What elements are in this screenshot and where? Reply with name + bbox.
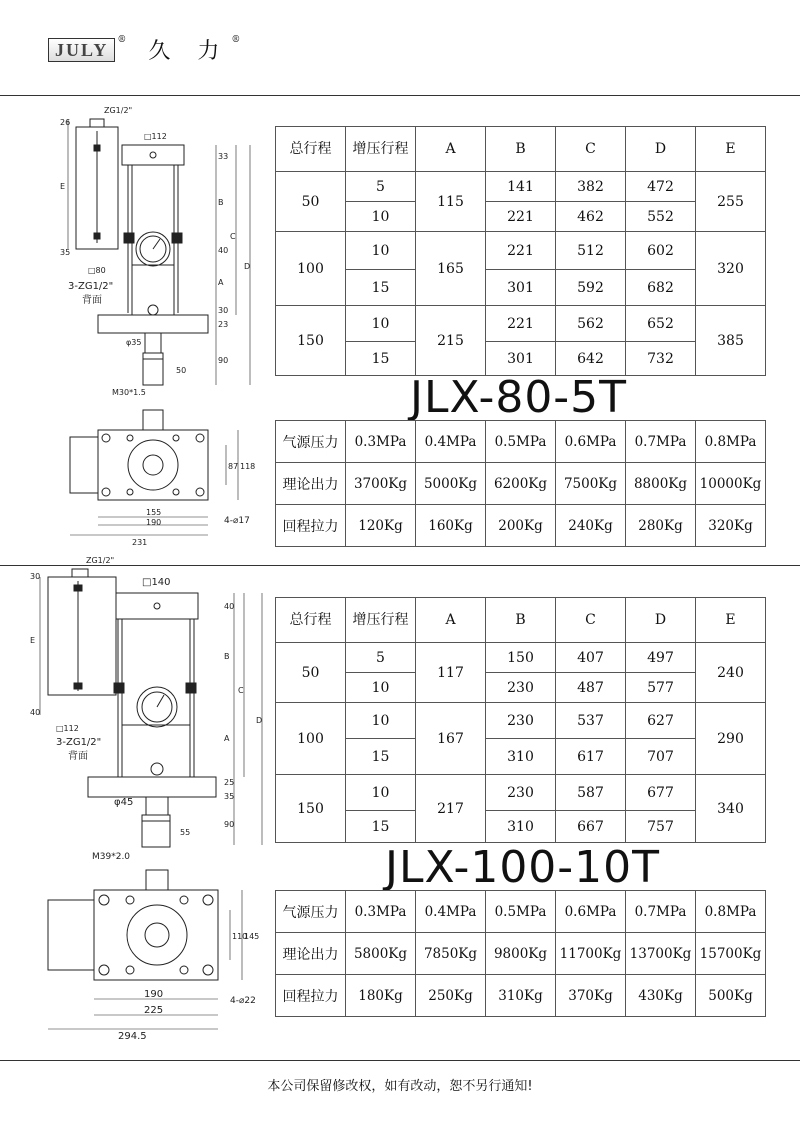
dim-26: 26 xyxy=(60,118,71,127)
cell-C: 592 xyxy=(556,270,626,306)
cell-boost: 10 xyxy=(346,673,416,703)
cell-C: 512 xyxy=(556,232,626,270)
dim-ports: 3-ZG1/2" xyxy=(68,281,114,292)
dim-30: 30 xyxy=(30,572,41,581)
cell-C: 587 xyxy=(556,775,626,811)
cell-E: 255 xyxy=(696,172,766,232)
return-value: 240Kg xyxy=(556,505,626,547)
cell-E: 320 xyxy=(696,232,766,306)
footer-notice: 本公司保留修改权，如有改动，恕不另行通知! xyxy=(267,1079,533,1094)
return-value: 310Kg xyxy=(486,975,556,1017)
header-total-stroke: 总行程 xyxy=(276,127,346,172)
table-row xyxy=(276,306,766,342)
cell-E: 240 xyxy=(696,643,766,703)
force-table-jlx-80 xyxy=(275,420,766,547)
return-value: 280Kg xyxy=(626,505,696,547)
output-value: 10000Kg xyxy=(696,463,766,505)
table-row xyxy=(276,421,766,463)
return-value: 250Kg xyxy=(416,975,486,1017)
header-total-stroke: 总行程 xyxy=(276,598,346,643)
dim-30: 30 xyxy=(218,306,229,315)
cell-B: 230 xyxy=(486,775,556,811)
cell-D: 602 xyxy=(626,232,696,270)
table-row xyxy=(276,975,766,1017)
cell-boost: 10 xyxy=(346,306,416,342)
dim-thread: M39*2.0 xyxy=(92,852,131,862)
header-A: A xyxy=(416,598,486,643)
cell-boost: 10 xyxy=(346,775,416,811)
cell-B: 221 xyxy=(486,306,556,342)
output-value: 3700Kg xyxy=(346,463,416,505)
header-D: D xyxy=(626,598,696,643)
label-air-pressure: 气源压力 xyxy=(276,891,346,933)
header-B: B xyxy=(486,127,556,172)
spec-table-jlx-80 xyxy=(275,126,766,376)
pressure-value: 0.7MPa xyxy=(626,891,696,933)
cell-E: 385 xyxy=(696,306,766,376)
cell-D: 757 xyxy=(626,811,696,843)
cell-stroke: 150 xyxy=(276,775,346,843)
cell-boost: 10 xyxy=(346,703,416,739)
dim-back: 背面 xyxy=(82,295,102,306)
dim-E: E xyxy=(30,636,36,645)
cell-B: 221 xyxy=(486,232,556,270)
cell-D: 627 xyxy=(626,703,696,739)
cell-C: 562 xyxy=(556,306,626,342)
output-value: 15700Kg xyxy=(696,933,766,975)
dim-50: 50 xyxy=(176,366,187,375)
dim-55: 55 xyxy=(180,828,191,837)
cell-B: 310 xyxy=(486,739,556,775)
cell-B: 221 xyxy=(486,202,556,232)
july-logo: JULY xyxy=(48,38,115,62)
dim-sq80: □80 xyxy=(88,266,106,275)
pressure-value: 0.6MPa xyxy=(556,891,626,933)
header-D: D xyxy=(626,127,696,172)
return-value: 120Kg xyxy=(346,505,416,547)
cell-boost: 10 xyxy=(346,202,416,232)
dim-190: 190 xyxy=(146,518,162,527)
dim-23: 23 xyxy=(218,320,229,329)
dim-225: 225 xyxy=(144,1005,164,1016)
dim-40: 40 xyxy=(218,246,229,255)
registered-mark-2: ® xyxy=(231,34,241,45)
brand-header xyxy=(48,34,240,65)
cell-C: 462 xyxy=(556,202,626,232)
cell-B: 230 xyxy=(486,673,556,703)
output-value: 8800Kg xyxy=(626,463,696,505)
cell-D: 732 xyxy=(626,342,696,376)
header-B: B xyxy=(486,598,556,643)
output-value: 13700Kg xyxy=(626,933,696,975)
cell-boost: 10 xyxy=(346,232,416,270)
output-value: 5000Kg xyxy=(416,463,486,505)
table-row xyxy=(276,463,766,505)
cell-C: 382 xyxy=(556,172,626,202)
header-C: C xyxy=(556,598,626,643)
pressure-value: 0.3MPa xyxy=(346,421,416,463)
cell-B: 230 xyxy=(486,703,556,739)
dim-phi35: φ35 xyxy=(126,338,142,347)
cell-D: 682 xyxy=(626,270,696,306)
label-output-force: 理论出力 xyxy=(276,463,346,505)
cell-stroke: 50 xyxy=(276,172,346,232)
label-air-pressure: 气源压力 xyxy=(276,421,346,463)
cell-D: 497 xyxy=(626,643,696,673)
cell-A: 115 xyxy=(416,172,486,232)
cell-D: 472 xyxy=(626,172,696,202)
dim-sq112: □112 xyxy=(56,724,79,733)
cell-A: 217 xyxy=(416,775,486,843)
header-A: A xyxy=(416,127,486,172)
cell-C: 487 xyxy=(556,673,626,703)
cell-boost: 15 xyxy=(346,342,416,376)
pressure-value: 0.3MPa xyxy=(346,891,416,933)
cell-boost: 15 xyxy=(346,811,416,843)
cell-C: 537 xyxy=(556,703,626,739)
pressure-value: 0.5MPa xyxy=(486,421,556,463)
dim-118: 118 xyxy=(240,462,256,471)
table-row xyxy=(276,342,766,376)
cell-stroke: 100 xyxy=(276,232,346,306)
cell-A: 165 xyxy=(416,232,486,306)
table-row xyxy=(276,891,766,933)
header-boost-stroke: 增压行程 xyxy=(346,598,416,643)
dim-A: A xyxy=(224,734,230,743)
dim-87: 87 xyxy=(228,462,239,471)
dim-155: 155 xyxy=(146,508,162,517)
cell-A: 215 xyxy=(416,306,486,376)
table-row xyxy=(276,232,766,270)
header-E: E xyxy=(696,127,766,172)
table-row xyxy=(276,202,766,232)
label-return-force: 回程拉力 xyxy=(276,505,346,547)
cell-E: 340 xyxy=(696,775,766,843)
cell-A: 117 xyxy=(416,643,486,703)
cell-B: 150 xyxy=(486,643,556,673)
cell-boost: 5 xyxy=(346,172,416,202)
label-return-force: 回程拉力 xyxy=(276,975,346,1017)
dim-40: 40 xyxy=(224,602,235,611)
model-name-jlx-100: JLX-100-10T xyxy=(385,842,661,893)
dim-C: C xyxy=(238,686,244,695)
header-divider xyxy=(0,95,800,96)
dim-90: 90 xyxy=(224,820,235,829)
table-row xyxy=(276,775,766,811)
dim-port-top: ZG1/2" xyxy=(104,106,133,115)
cell-C: 642 xyxy=(556,342,626,376)
dim-231: 231 xyxy=(132,538,148,547)
cell-stroke: 100 xyxy=(276,703,346,775)
dim-holes: 4-⌀22 xyxy=(230,996,256,1006)
return-value: 370Kg xyxy=(556,975,626,1017)
return-value: 500Kg xyxy=(696,975,766,1017)
cell-B: 301 xyxy=(486,270,556,306)
dim-33: 33 xyxy=(218,152,229,161)
dim-35: 35 xyxy=(224,792,235,801)
dim-294: 294.5 xyxy=(118,1031,147,1040)
dim-40-left: 40 xyxy=(30,708,41,717)
dim-ports: 3-ZG1/2" xyxy=(56,737,102,748)
dim-sq140: □140 xyxy=(142,577,171,588)
drawing-jlx-80 xyxy=(40,105,275,550)
dim-B: B xyxy=(224,652,230,661)
dim-back: 背面 xyxy=(68,751,88,762)
cell-D: 652 xyxy=(626,306,696,342)
cell-C: 617 xyxy=(556,739,626,775)
footer-divider xyxy=(0,1060,800,1061)
pressure-value: 0.8MPa xyxy=(696,891,766,933)
return-value: 320Kg xyxy=(696,505,766,547)
table-row xyxy=(276,811,766,843)
return-value: 430Kg xyxy=(626,975,696,1017)
dim-E: E xyxy=(60,182,66,191)
cell-C: 667 xyxy=(556,811,626,843)
cell-stroke: 150 xyxy=(276,306,346,376)
dim-B: B xyxy=(218,198,224,207)
table-row xyxy=(276,703,766,739)
label-output-force: 理论出力 xyxy=(276,933,346,975)
dim-25: 25 xyxy=(224,778,235,787)
cell-B: 141 xyxy=(486,172,556,202)
dim-35: 35 xyxy=(60,248,71,257)
cell-B: 310 xyxy=(486,811,556,843)
table-row xyxy=(276,739,766,775)
cell-B: 301 xyxy=(486,342,556,376)
dim-sq112: □112 xyxy=(144,132,167,141)
pressure-value: 0.4MPa xyxy=(416,891,486,933)
table-row xyxy=(276,172,766,202)
table-row xyxy=(276,270,766,306)
dim-190: 190 xyxy=(144,989,164,1000)
pressure-value: 0.4MPa xyxy=(416,421,486,463)
header-E: E xyxy=(696,598,766,643)
cell-D: 552 xyxy=(626,202,696,232)
dim-thread: M30*1.5 xyxy=(112,388,146,397)
output-value: 11700Kg xyxy=(556,933,626,975)
output-value: 9800Kg xyxy=(486,933,556,975)
output-value: 7500Kg xyxy=(556,463,626,505)
dim-port-top: ZG1/2" xyxy=(86,556,115,565)
header-boost-stroke: 增压行程 xyxy=(346,127,416,172)
pressure-value: 0.6MPa xyxy=(556,421,626,463)
dim-90: 90 xyxy=(218,356,229,365)
return-value: 180Kg xyxy=(346,975,416,1017)
cell-D: 707 xyxy=(626,739,696,775)
output-value: 6200Kg xyxy=(486,463,556,505)
pressure-value: 0.7MPa xyxy=(626,421,696,463)
dim-phi45: φ45 xyxy=(114,797,134,808)
output-value: 5800Kg xyxy=(346,933,416,975)
cell-D: 577 xyxy=(626,673,696,703)
cell-C: 407 xyxy=(556,643,626,673)
return-value: 200Kg xyxy=(486,505,556,547)
table-row xyxy=(276,933,766,975)
model-name-jlx-80: JLX-80-5T xyxy=(410,372,628,423)
dim-110: 110 xyxy=(232,932,248,941)
registered-mark: ® xyxy=(117,34,127,45)
dim-holes: 4-⌀17 xyxy=(224,516,250,526)
cell-boost: 15 xyxy=(346,739,416,775)
return-value: 160Kg xyxy=(416,505,486,547)
dim-145: 145 xyxy=(244,932,260,941)
spec-table-jlx-100 xyxy=(275,597,766,843)
table-row xyxy=(276,505,766,547)
header-C: C xyxy=(556,127,626,172)
dim-C: C xyxy=(230,232,236,241)
pressure-value: 0.8MPa xyxy=(696,421,766,463)
pressure-value: 0.5MPa xyxy=(486,891,556,933)
table-row xyxy=(276,673,766,703)
cell-A: 167 xyxy=(416,703,486,775)
force-table-jlx-100 xyxy=(275,890,766,1017)
output-value: 7850Kg xyxy=(416,933,486,975)
dim-D: D xyxy=(256,716,263,725)
table-row xyxy=(276,643,766,673)
dim-D: D xyxy=(244,262,251,271)
cell-boost: 5 xyxy=(346,643,416,673)
cell-E: 290 xyxy=(696,703,766,775)
chinese-brand-name: 久 力 xyxy=(148,39,230,64)
cell-boost: 15 xyxy=(346,270,416,306)
cell-stroke: 50 xyxy=(276,643,346,703)
dim-A: A xyxy=(218,278,224,287)
cell-D: 677 xyxy=(626,775,696,811)
drawing-jlx-100 xyxy=(30,555,275,1040)
